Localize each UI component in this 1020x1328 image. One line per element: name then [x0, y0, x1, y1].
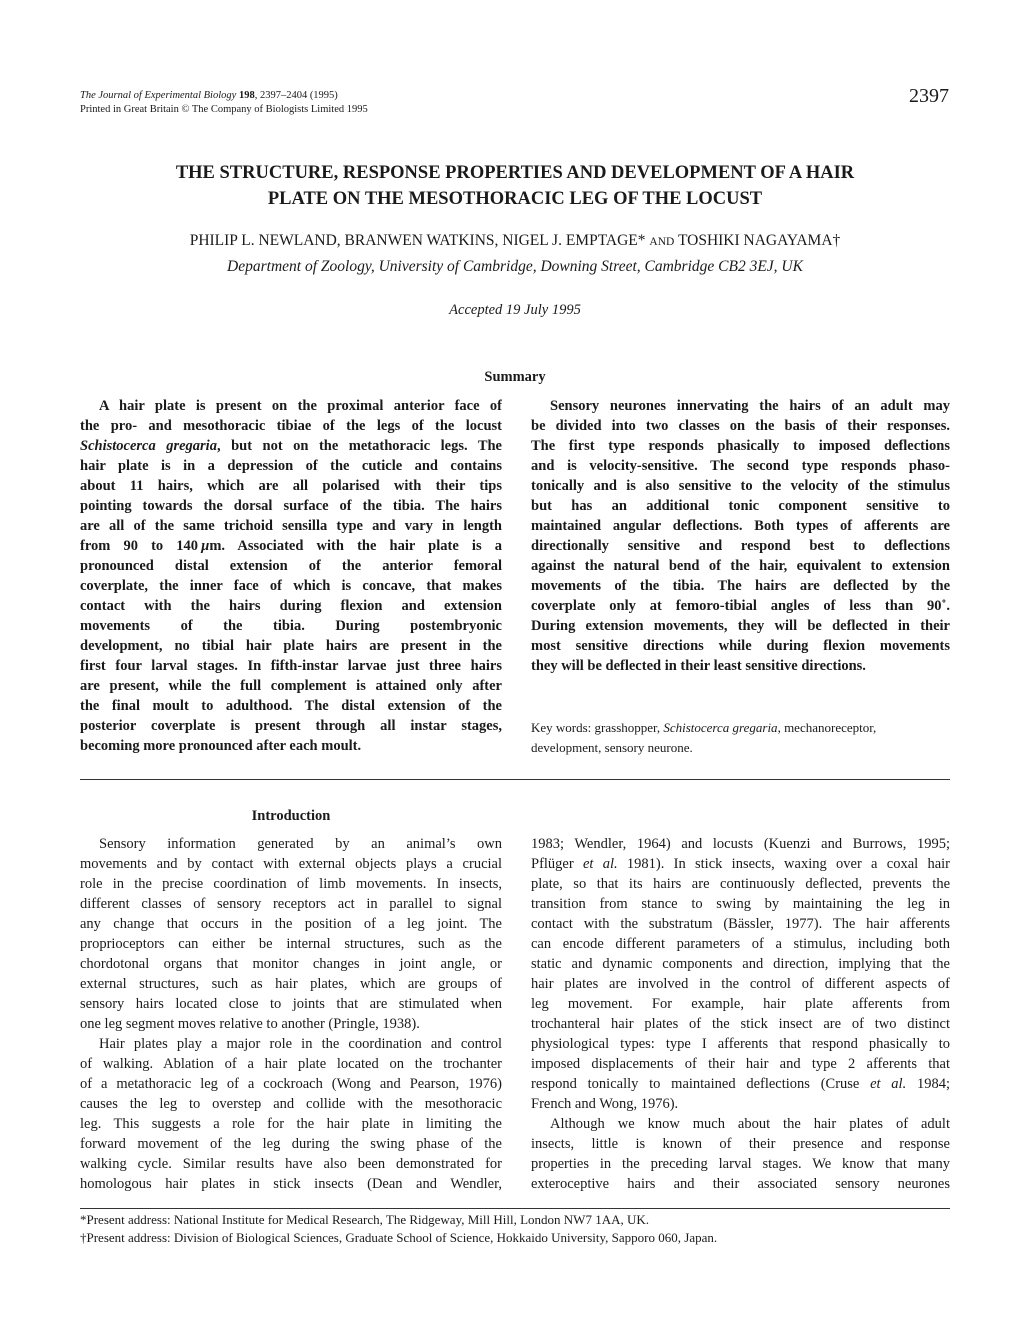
summary-line: pronounced distal extension of the anterior femoral	[80, 558, 502, 574]
page-number: 2397	[909, 85, 949, 107]
body-line: role in the precise coordination of limb movements. In insects,	[80, 876, 502, 892]
journal-volume: 198	[238, 90, 255, 101]
body-line: one leg segment moves relative to another (Pringle, 1938).	[80, 1016, 420, 1032]
summary-line: the final moult to adulthood. The distal extension of the	[80, 698, 502, 714]
body-line: imposed displacements of their hair and type 2 afferents that	[531, 1056, 950, 1072]
footnote-2: †Present address: Division of Biological Sciences, Graduate School of Science, Hokkaido University, Sapporo 060, Japan.	[80, 1230, 718, 1245]
summary-line: tonically and is also sensitive to the velocity of the stimulus	[531, 478, 950, 494]
keywords-text: , mechanoreceptor,	[777, 720, 877, 735]
body-line: chordotonal organs that monitor changes in joint angle, or	[80, 956, 502, 972]
body-line: hair plates are involved in the control of different aspects of	[531, 976, 950, 992]
body-line: of a metathoracic leg of a cockroach (Wong and Pearson, 1976)	[80, 1076, 502, 1092]
species-name: Schistocerca gregaria	[80, 438, 217, 454]
author-last: TOSHIKI NAGAYAMA†	[677, 232, 841, 249]
body-line: 1983; Wendler, 1964) and locusts (Kuenzi and Burrows, 1995;	[531, 836, 950, 852]
summary-text: from 90 to 140	[80, 538, 199, 554]
summary-line: maintained angular deflections. Both types of afferents are	[531, 518, 950, 534]
title-line-2: PLATE ON THE MESOTHORACIC LEG OF THE LOCUST	[267, 189, 763, 209]
summary-line: movements of the tibia. During postembryonic	[80, 618, 502, 634]
summary-line: most sensitive directions while during flexion movements	[531, 638, 950, 654]
summary-line: are all of the same trichoid sensilla type and vary in length	[80, 518, 502, 534]
summary-line: movements of the tibia. The hairs are deflected by the	[531, 578, 950, 594]
introduction-right-column	[531, 834, 950, 1194]
body-line: of walking. Ablation of a hair plate located on the trochanter	[80, 1056, 502, 1072]
et-al: et al.	[870, 1076, 907, 1092]
body-line: trochanteral hair plates of the stick insect are of two distinct	[531, 1016, 950, 1032]
keywords-label: Key words: grasshopper,	[531, 720, 664, 735]
summary-line	[80, 536, 502, 556]
body-line: any change that occurs in the position of a leg joint. The	[80, 916, 502, 932]
footnote-1: *Present address: National Institute for Medical Research, The Ridgeway, Mill Hill, London NW7 1AA, UK.	[80, 1212, 649, 1227]
body-line: exteroceptive hairs and their associated sensory neurones	[531, 1176, 950, 1192]
summary-line: first four larval stages. In fifth-instar larvae just three hairs	[80, 658, 502, 674]
summary-line: are present, while the full complement is attained only after	[80, 678, 502, 694]
body-line: contact with the substratum (Bässler, 1977). The hair afferents	[531, 916, 950, 932]
body-line: leg. This suggests a role for the hair plate in limiting the	[80, 1116, 502, 1132]
article-title	[80, 160, 950, 212]
body-text: 1981). In stick insects, waxing over a coxal hair	[617, 856, 950, 872]
journal-citation	[80, 89, 480, 103]
body-line	[531, 1074, 950, 1094]
body-line: properties in the preceding larval stages. We know that many	[531, 1156, 950, 1172]
introduction-heading: Introduction	[251, 808, 331, 824]
summary-line: about 11 hairs, which are all polarised with their tips	[80, 478, 502, 494]
summary-left-column	[80, 396, 502, 756]
body-line: different classes of sensory receptors act in parallel to signal	[80, 896, 502, 912]
body-line: proprioceptors can either be internal structures, such as the	[80, 936, 502, 952]
summary-line: the pro- and mesothoracic tibiae of the legs of the locust	[80, 418, 502, 434]
journal-name: The Journal of Experimental Biology	[80, 90, 237, 101]
summary-line: be divided into two classes on the basis of their responses.	[531, 418, 950, 434]
introduction-left-column	[80, 834, 502, 1194]
author-and: AND	[649, 236, 675, 248]
body-line: sensory hairs located close to joints that are stimulated when	[80, 996, 502, 1012]
summary-line: coverplate only at femoro-tibial angles of less than 90˚.	[531, 598, 950, 614]
body-line: forward movement of the leg during the swing phase of the	[80, 1136, 502, 1152]
keywords-line	[531, 718, 950, 738]
micro-symbol: µ	[200, 538, 210, 554]
summary-line: A hair plate is present on the proximal anterior face of	[99, 398, 502, 414]
keywords-species: Schistocerca gregaria	[663, 720, 778, 735]
section-divider	[80, 779, 950, 780]
body-line: Sensory information generated by an animal’s own	[99, 836, 502, 852]
summary-line: development, no tibial hair plate hairs are present in the	[80, 638, 502, 654]
body-text: respond tonically to maintained deflections (Cruse	[531, 1076, 871, 1092]
body-line: transition from stance to swing by maintaining the leg in	[531, 896, 950, 912]
body-line: plate, so that its hairs are continuously deflected, prevents the	[531, 876, 950, 892]
summary-text: , but not on the metathoracic legs. The	[216, 438, 502, 454]
body-line: can encode different parameters of a stimulus, including both	[531, 936, 950, 952]
body-line: static and dynamic components and direction, implying that the	[531, 956, 950, 972]
summary-line: they will be deflected in their least sensitive directions.	[531, 658, 866, 674]
body-line: homologous hair plates in stick insects (Dean and Wendler,	[80, 1176, 502, 1192]
body-line: walking cycle. Similar results have also been demonstrated for	[80, 1156, 502, 1172]
summary-line: posterior coverplate is present through all instar stages,	[80, 718, 502, 734]
body-line: movements and by contact with external objects plays a crucial	[80, 856, 502, 872]
summary-line: against the natural bend of the hair, equivalent to extension	[531, 558, 950, 574]
body-line: Although we know much about the hair plates of adult	[550, 1116, 950, 1132]
body-line: causes the leg to overstep and collide with the mesothoracic	[80, 1096, 502, 1112]
keywords	[531, 718, 950, 758]
body-line: French and Wong, 1976).	[531, 1096, 679, 1112]
body-line: Hair plates play a major role in the coordination and control	[99, 1036, 502, 1052]
body-line: physiological types: type I afferents that respond phasically to	[531, 1036, 950, 1052]
body-text: Pflüger	[531, 856, 583, 872]
summary-line: becoming more pronounced after each moult.	[80, 738, 362, 754]
summary-line: Sensory neurones innervating the hairs of an adult may	[550, 398, 950, 414]
accepted-date: Accepted 19 July 1995	[449, 302, 581, 318]
summary-line: hair plate is in a depression of the cuticle and contains	[80, 458, 502, 474]
body-line: insects, little is known of their presence and response	[531, 1136, 950, 1152]
summary-line: pointing towards the dorsal surface of the tibia. The hairs	[80, 498, 502, 514]
printed-line: Printed in Great Britain © The Company of Biologists Limited 1995	[80, 104, 368, 115]
affiliation: Department of Zoology, University of Cambridge, Downing Street, Cambridge CB2 3EJ, UK	[227, 258, 803, 275]
author-names: PHILIP L. NEWLAND, BRANWEN WATKINS, NIGEL J. EMPTAGE*	[189, 232, 646, 249]
title-line-1: THE STRUCTURE, RESPONSE PROPERTIES AND DEVELOPMENT OF A HAIR	[175, 163, 855, 183]
summary-line: During extension movements, they will be deflected in their	[531, 618, 950, 634]
body-line	[531, 854, 950, 874]
summary-line	[80, 436, 502, 456]
body-line: leg movement. For example, hair plate afferents from	[531, 996, 950, 1012]
summary-line: The first type responds phasically to imposed deflections	[531, 438, 950, 454]
summary-line: coverplate, the inner face of which is concave, that makes	[80, 578, 502, 594]
footnotes	[80, 1211, 950, 1247]
body-text: 1984;	[906, 1076, 950, 1092]
summary-heading: Summary	[484, 369, 546, 385]
body-line: external structures, such as hair plates, which are groups of	[80, 976, 502, 992]
summary-line: directionally sensitive and respond best to deflections	[531, 538, 950, 554]
summary-line: but has an additional tonic component sensitive to	[531, 498, 950, 514]
journal-pages: , 2397–2404 (1995)	[254, 90, 338, 101]
et-al: et al.	[582, 856, 618, 872]
summary-text: m. Associated with the hair plate is a	[209, 538, 502, 554]
running-header	[80, 89, 480, 117]
summary-line: contact with the hairs during flexion and extension	[80, 598, 502, 614]
author-list	[80, 232, 950, 250]
summary-right-column	[531, 396, 950, 676]
summary-line: and is velocity-sensitive. The second type responds phaso-	[531, 458, 950, 474]
keywords-line: development, sensory neurone.	[531, 740, 693, 755]
footnote-divider	[80, 1208, 950, 1209]
